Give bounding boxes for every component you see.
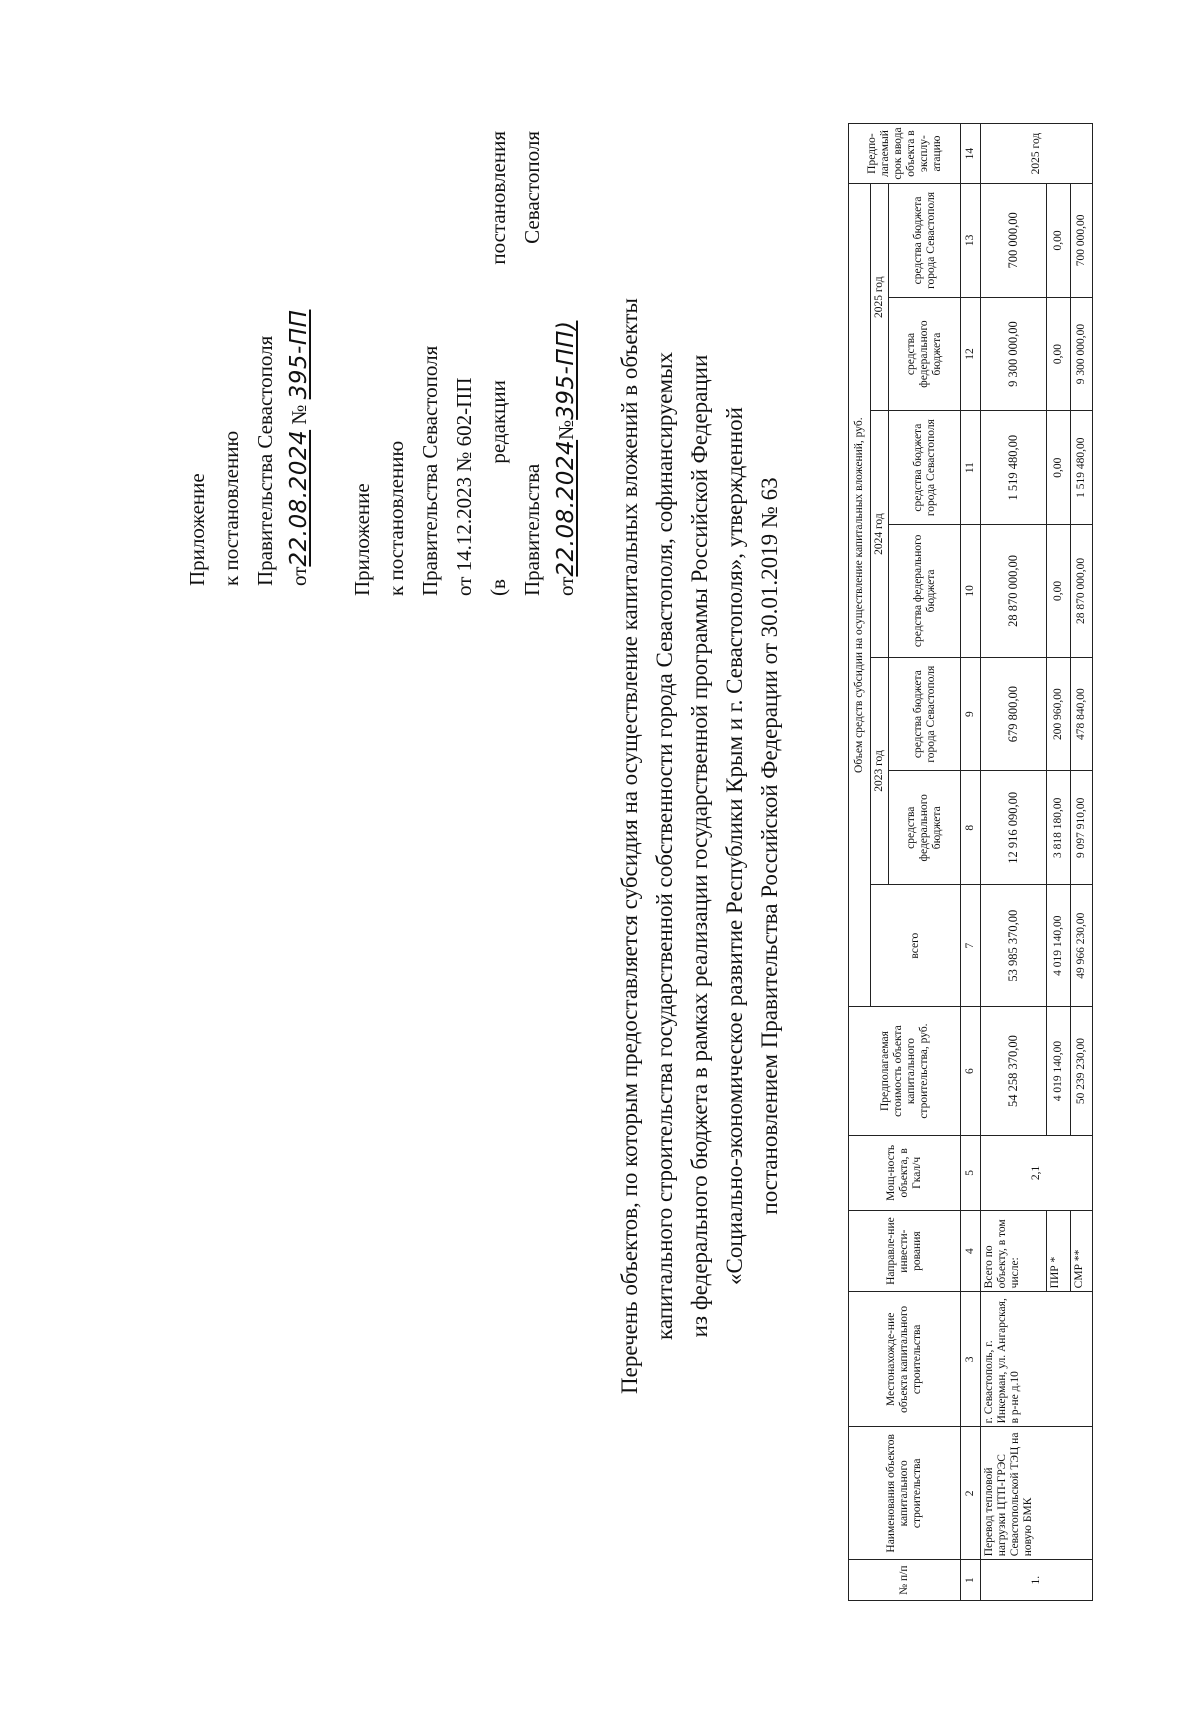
title-line: Перечень объектов, по которым предоставляется субсидия на осуществление капитальных вложений в объекты <box>617 298 642 1394</box>
date-prefix: от <box>287 566 311 586</box>
city-2024-cell: 1 519 480,00 <box>1071 411 1093 525</box>
fed-2025-cell: 0,00 <box>1047 297 1071 411</box>
city-2025-cell: 700 000,00 <box>981 184 1047 298</box>
title-line: «Социально-экономическое развитие Республики Крым и г. Севастополя», утвержденной <box>722 407 747 1285</box>
table-row <box>981 124 1047 1601</box>
header-line-justified <box>481 131 515 596</box>
header-total: всего <box>871 885 961 1007</box>
word: Правительства <box>520 463 544 596</box>
column-number: 7 <box>961 885 981 1007</box>
fed-2025-cell: 9 300 000,00 <box>981 297 1047 411</box>
fed-2024-cell: 28 870 000,00 <box>1071 524 1093 657</box>
date-prefix: от <box>554 576 578 596</box>
header-cost: Предполагаемая стоимость объекта капитального строительства, руб. <box>849 1007 961 1136</box>
total-cell: 53 985 370,00 <box>981 885 1047 1007</box>
direction-cell: Всего по объекту, в том числе: <box>981 1210 1047 1291</box>
header-fed-2025: средства федерального бюджета <box>889 297 961 411</box>
city-2023-cell: 679 800,00 <box>981 657 1047 771</box>
handwritten-date: 22.08.2024 <box>286 429 312 567</box>
header-line: Правительства Севастополя <box>253 335 277 586</box>
cost-cell: 50 239 230,00 <box>1071 1007 1093 1136</box>
header-line: от 14.12.2023 № 602-ПП <box>452 377 476 596</box>
direction-cell: ПИР * <box>1047 1210 1071 1291</box>
handwritten-number: 395-ПП <box>553 330 579 420</box>
header-capacity: Мощ-ность объекта, в Гкал/ч <box>849 1135 961 1210</box>
header-volume: Объем средств субсидии на осуществление капитальных вложений, руб. <box>849 184 871 1007</box>
header-direction: Направле-ние инвести-рования <box>849 1210 961 1291</box>
header-line: Правительства Севастополя <box>418 345 442 596</box>
total-cell: 4 019 140,00 <box>1047 885 1071 1007</box>
header-city-2024: средства бюджета города Севастополя <box>889 411 961 525</box>
column-number: 8 <box>961 771 981 885</box>
total-cell: 49 966 230,00 <box>1071 885 1093 1007</box>
column-number: 4 <box>961 1210 981 1291</box>
city-2023-cell: 200 960,00 <box>1047 657 1071 771</box>
column-number: 14 <box>961 124 981 184</box>
fed-2024-cell: 0,00 <box>1047 524 1071 657</box>
header-block-edition <box>345 131 583 596</box>
fed-2023-cell: 12 916 090,00 <box>981 771 1047 885</box>
city-2025-cell: 700 000,00 <box>1071 184 1093 298</box>
word: Севастополя <box>520 131 544 244</box>
header-city-2025: средства бюджета города Севастополя <box>889 184 961 298</box>
header-city-2023: средства бюджета города Севастополя <box>889 657 961 771</box>
title-line: постановлением Правительства Российской Федерации от 30.01.2019 № 63 <box>757 477 782 1215</box>
document-title <box>612 191 787 1501</box>
direction-cell: СМР ** <box>1071 1210 1093 1291</box>
word: редакции <box>486 380 510 464</box>
object-location: г. Севастополь, г. Инкерман, ул. Ангарская, в р-не д.10 <box>981 1292 1093 1427</box>
header-line-date <box>282 310 316 586</box>
column-number: 5 <box>961 1135 981 1210</box>
title-line: капитального строительства государственной собственности города Севастополя, софинансируемых <box>652 352 677 1340</box>
column-number: 10 <box>961 524 981 657</box>
header-name: Наименования объектов капитального строительства <box>849 1427 961 1560</box>
header-block-appendix <box>180 310 316 586</box>
header-line: Приложение <box>350 483 374 596</box>
header-line-date <box>549 131 583 596</box>
column-number: 6 <box>961 1007 981 1136</box>
closing-paren: ) <box>553 320 579 331</box>
column-number: 1 <box>961 1560 981 1601</box>
column-number: 12 <box>961 297 981 411</box>
city-2024-cell: 1 519 480,00 <box>981 411 1047 525</box>
number-label: № <box>554 419 578 440</box>
city-2023-cell: 478 840,00 <box>1071 657 1093 771</box>
handwritten-date: 22.08.2024 <box>553 439 579 577</box>
column-number: 11 <box>961 411 981 525</box>
objects-table <box>848 123 1093 1601</box>
capacity-cell: 2,1 <box>981 1135 1093 1210</box>
term-cell: 2025 год <box>981 124 1093 184</box>
header-line-justified <box>515 131 549 596</box>
city-2025-cell: 0,00 <box>1047 184 1071 298</box>
word: (в <box>486 579 510 596</box>
header-term: Предпо-лагаемый срок ввода объекта в эксплу-атацию <box>849 124 961 184</box>
column-number-row <box>961 124 981 1601</box>
header-line: к постановлению <box>384 440 408 596</box>
fed-2023-cell: 3 818 180,00 <box>1047 771 1071 885</box>
fed-2024-cell: 28 870 000,00 <box>981 524 1047 657</box>
fed-2025-cell: 9 300 000,00 <box>1071 297 1093 411</box>
header-year-2024: 2024 год <box>871 411 889 658</box>
header-year-2023: 2023 год <box>871 657 889 884</box>
header-location: Местонахожде-ние объекта капитального строительства <box>849 1292 961 1427</box>
header-year-2025: 2025 год <box>871 184 889 411</box>
object-name: Перевод тепловой нагрузки ЦТП-ГРЭС Севастопольской ТЭЦ на новую БМК <box>981 1427 1093 1560</box>
number-label: № <box>287 404 311 425</box>
header-line: Приложение <box>185 473 209 586</box>
header-num: № п/п <box>849 1560 961 1601</box>
column-number: 2 <box>961 1427 981 1560</box>
city-2024-cell: 0,00 <box>1047 411 1071 525</box>
cost-cell: 54 258 370,00 <box>981 1007 1047 1136</box>
handwritten-number: 395-ПП <box>286 309 312 400</box>
column-number: 9 <box>961 657 981 771</box>
cost-cell: 4 019 140,00 <box>1047 1007 1071 1136</box>
title-line: из федерального бюджета в рамках реализации государственной программы Российской Федерации <box>687 354 712 1338</box>
fed-2023-cell: 9 097 910,00 <box>1071 771 1093 885</box>
header-line: к постановлению <box>219 430 243 586</box>
header-fed-2024: средства федерального бюджета <box>889 524 961 657</box>
column-number: 13 <box>961 184 981 298</box>
row-number: 1. <box>981 1560 1093 1601</box>
word: постановления <box>486 131 510 265</box>
header-fed-2023: средства федерального бюджета <box>889 771 961 885</box>
column-number: 3 <box>961 1292 981 1427</box>
